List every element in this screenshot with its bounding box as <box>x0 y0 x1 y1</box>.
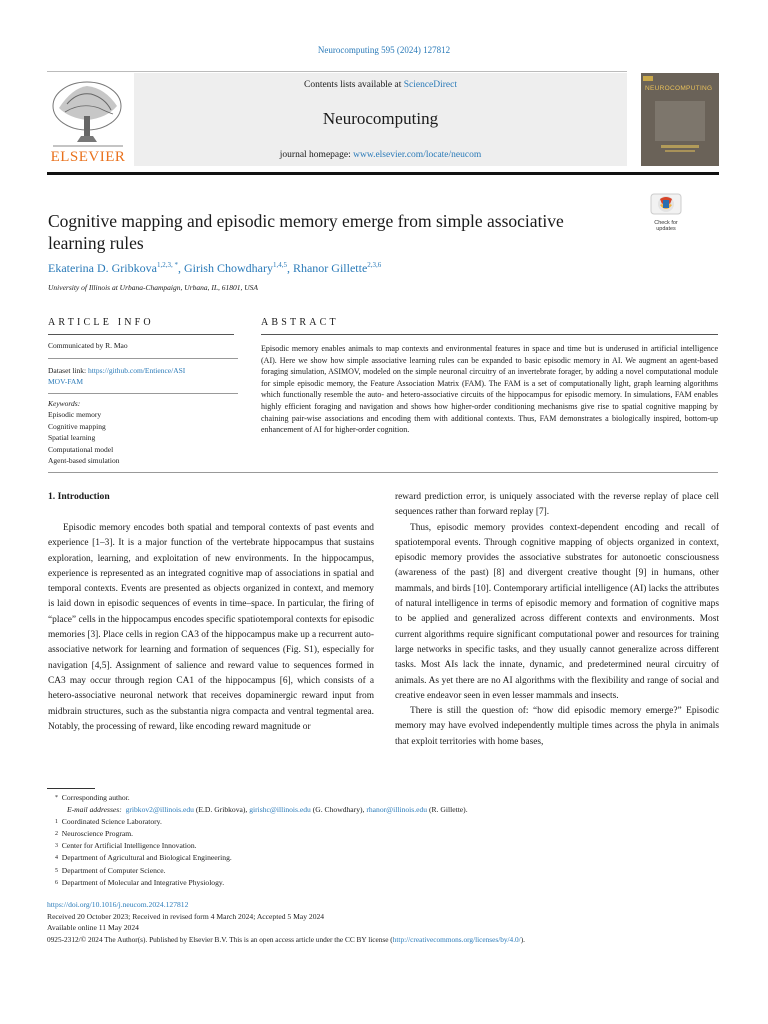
check-updates-icon <box>645 193 687 215</box>
article-info-heading: ARTICLE INFO <box>48 317 154 328</box>
author-affiliation-marks[interactable]: 1,2,3, * <box>156 261 178 269</box>
article-title: Cognitive mapping and episodic memory emerge from simple associative learning rules <box>48 211 564 253</box>
header-top-rule <box>47 71 627 72</box>
keyword: Agent-based simulation <box>48 456 120 465</box>
front-matter-bottom-rule <box>48 472 718 473</box>
email-owner: (E.D. Gribkova), <box>195 805 248 815</box>
paragraph: Episodic memory encodes both spatial and temporal contexts of past events and experience [1–3]. It is a major function of the vertebrate hippocampus that sustains exploration, learning, and exploitation of new environments. In the hippocampus, experience is represented as an integrated cognitive map of associations in spatial and temporal contexts. Events are presented as objects organized in context, and memory is laid down in episodic sequences of events in time–space. In particular, the firing of “place” cells in the hippocampus encodes specific spatiotemporal contexts for episodic memories [3]. Place cells in region CA3 of the hippocampus make up a recurrent auto-associative network for learning and formation of sequences (Fig. S1), especially for navigation [4,5]. Assignment of salience and reward value to sequences formed in CA3 may occur through region CA1 of the hippocampus [6], which consists of a hetero-associative neuronal network that receives dopaminergic reward input from midbrain structures, such as the substantia nigra compacta and ventral tegmental area. Notably, the processing of reward, like encoding reward magnitude or <box>48 523 374 732</box>
doi-link[interactable]: https://doi.org/10.1016/j.neucom.2024.127812 <box>47 900 189 909</box>
footnote-item: $^2$ Neuroscience Program. <box>55 829 134 839</box>
email-owner: (R. Gillette). <box>429 805 468 815</box>
keywords-heading: Keywords: <box>48 398 81 408</box>
author-list: Ekaterina D. Gribkova$^{1,2,3, *}$, Girish Chowdhary$^{1,4,5}$, Rhanor Gillette$^{2,3,6}$ <box>48 261 382 275</box>
contents-prefix: Contents lists available at <box>303 80 404 90</box>
paragraph: Thus, episodic memory provides context-dependent encoding and recall of spatiotemporal events. Through cognitive mapping of objects organized in context, episodic memory provides the associative substrates for autonoetic consciousness (awareness of the past) [8] and divergent creative thought [9] in humans, other mammals, and birds [10]. Contemporary artificial intelligence (AI) lacks the attributes of natural intelligence in terms of episodic memory and formation of cognitive maps to be applied and generalized across different contexts and environments. Most current algorithms require significant computational power and resources for training large networks in specific tasks, and they usually cannot generalize across different tasks. Most AIs lack the innate, dynamic, and predetermined neural circuitry of animals. As yet there are no AI algorithms with the flexibility and range of social and creative endeavor seen in even lesser mammals and insects. <box>395 522 719 701</box>
corresponding-note <box>47 792 727 804</box>
keyword: Spatial learning <box>48 433 96 442</box>
contents-line <box>134 80 627 90</box>
keyword: Cognitive mapping <box>48 421 106 431</box>
journal-citation[interactable]: Neurocomputing 595 (2024) 127812 <box>317 45 451 55</box>
journal-cover-image[interactable] <box>641 73 719 166</box>
received-dates: Received 20 October 2023; Received in revised form 4 March 2024; Accepted 5 May 2024 <box>47 911 325 921</box>
dataset-link[interactable]: https://github.com/Entience/ASI <box>88 365 186 375</box>
available-online: Available online 11 May 2024 <box>47 923 139 932</box>
email-link[interactable]: rhanor@illinois.edu <box>366 805 428 815</box>
abstract-heading: ABSTRACT <box>261 317 339 328</box>
license-link[interactable]: http://creativecommons.org/licenses/by/4.0/ <box>392 934 521 944</box>
info-divider <box>48 393 238 394</box>
cover-art-icon <box>641 73 719 166</box>
asterisk-mark: * <box>55 795 58 801</box>
paragraph: There is still the question of: “how did episodic memory emerge?” Episodic memory may have evolved independently multiple times across the phyla in animals that exploit territories with home bases, <box>395 706 719 747</box>
keyword: Computational model <box>48 444 114 454</box>
author-name[interactable]: Ekaterina D. Gribkova <box>48 261 157 275</box>
article-info-rule <box>48 334 234 335</box>
elsevier-tree-icon <box>47 78 129 150</box>
author-affiliation-marks[interactable]: 1,4,5 <box>272 261 287 269</box>
email-addresses <box>47 804 727 816</box>
header-bottom-rule <box>47 172 719 175</box>
homepage-line <box>134 150 627 160</box>
section-heading: 1. Introduction <box>48 491 110 502</box>
abstract-text: Episodic memory enables animals to map contexts and environmental features in space and time but is underused in artificial intelligence (AI). Here we show how simple associative learning rules can be expanded to basic episodic memory in AI. We augment an agent-based foraging simulation, ASIMOV, modeled on the simple neuronal circuitry of an invertebrate forager, by adding a novel computational module for simple episodic memory, the Feature Association Matrix (FAM). The FAM is a set of computationally light, graph learning algorithms which functionally resemble the auto- and hetero-associative circuits of the hippocampus for episodic memory. In simulations, FAM enables highly efficient foraging and navigation and shows how higher-order conditioning mechanisms give rise to spatial cognitive mapping by chaining pair-wise associations and encoding them with additional contexts. Thus, FAM demonstrates a biologically inspired, bottom-up enhancement of AI for higher-order cognition. <box>261 344 718 435</box>
footnote-item: $^5$ Department of Computer Science. <box>55 865 166 875</box>
email-label: E-mail addresses: <box>67 805 122 815</box>
author-name[interactable]: Girish Chowdhary <box>183 261 273 275</box>
article-info-panel <box>48 340 238 467</box>
info-divider <box>48 358 238 359</box>
dataset-label: Dataset link: <box>48 365 88 375</box>
institution-affiliation: University of Illinois at Urbana-Champaign, Urbana, IL, 61801, USA <box>48 283 258 292</box>
email-link[interactable]: girishc@illinois.edu <box>249 805 311 815</box>
publication-info <box>47 899 737 945</box>
corresponding-text: Corresponding author. <box>61 793 130 802</box>
license-text: 0925-2312/© 2024 The Author(s). Published by Elsevier B.V. This is an open access article under the CC BY license ( <box>47 934 393 944</box>
homepage-link[interactable]: www.elsevier.com/locate/neucom <box>353 150 482 160</box>
check-updates-text: Check for updates <box>654 220 678 232</box>
dataset-line <box>48 365 238 377</box>
elsevier-wordmark: ELSEVIER <box>50 149 126 165</box>
elsevier-logo[interactable] <box>47 78 129 166</box>
footnotes <box>47 792 727 889</box>
footnote-item: $^3$ Center for Artificial Intelligence Innovation. <box>55 841 197 851</box>
email-owner: (G. Chowdhary), <box>312 805 365 815</box>
footnote-rule <box>47 788 95 789</box>
license-line <box>47 934 737 946</box>
check-for-updates-badge[interactable] <box>645 193 687 233</box>
footnote-item: $^1$ Coordinated Science Laboratory. <box>55 817 162 827</box>
author-affiliation-marks[interactable]: 2,3,6 <box>367 261 382 269</box>
license-suffix: ). <box>520 934 525 944</box>
cover-title: NEUROCOMPUTING <box>645 85 713 92</box>
keyword: Episodic memory <box>48 410 102 419</box>
email-link[interactable]: gribkov2@illinois.edu <box>125 805 194 815</box>
abstract-rule <box>261 334 718 335</box>
paragraph: reward prediction error, is uniquely associated with the reverse replay of place cell sequences rather than forward replay [7]. <box>395 492 719 518</box>
dataset-link-continued[interactable]: MOV-FAM <box>48 377 84 386</box>
sciencedirect-link[interactable]: ScienceDirect <box>403 80 457 90</box>
journal-name: Neurocomputing <box>322 109 439 128</box>
footnote-item: $^4$ Department of Agricultural and Biological Engineering. <box>55 853 232 863</box>
homepage-prefix: journal homepage: <box>279 150 354 160</box>
footnote-item: $^6$ Department of Molecular and Integrative Physiology. <box>55 877 225 887</box>
author-name[interactable]: Rhanor Gillette <box>292 261 368 275</box>
intro-left-column <box>48 521 374 735</box>
intro-right-column <box>395 490 719 750</box>
communicated-by: Communicated by R. Mao <box>48 341 128 350</box>
